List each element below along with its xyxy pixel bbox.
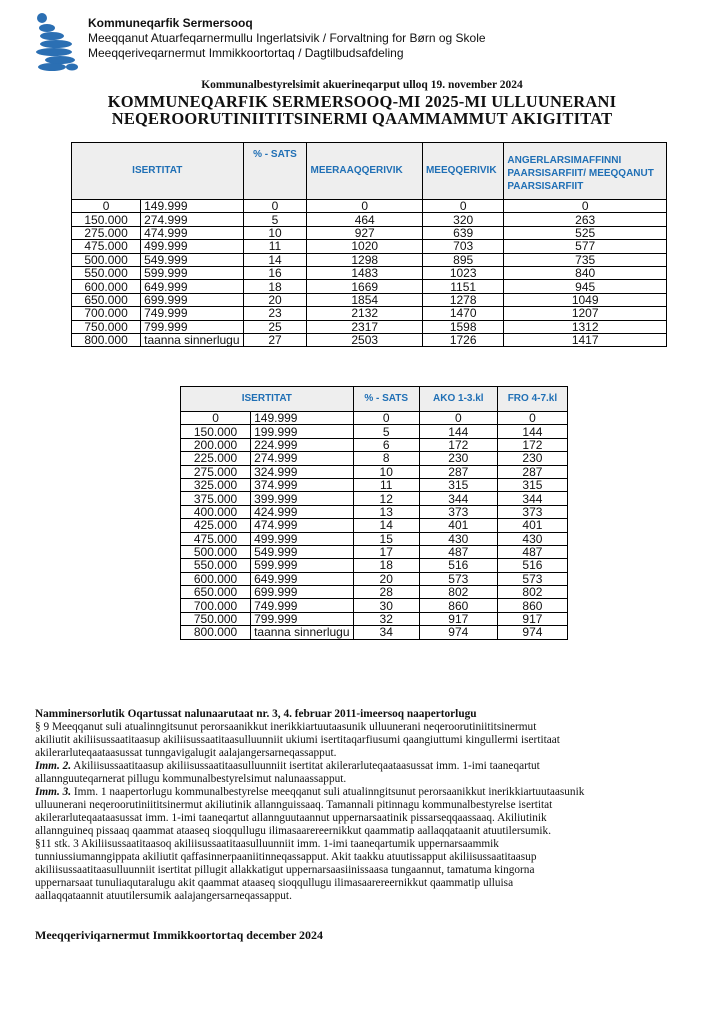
table-row	[72, 307, 667, 320]
table-cell: 2503	[307, 333, 422, 346]
table-cell: 430	[497, 532, 567, 545]
kommuneqarfik-sermersooq-logo-icon	[32, 12, 82, 72]
table-cell: 802	[497, 586, 567, 599]
table-cell: 14	[243, 253, 307, 266]
table-cell: 373	[497, 505, 567, 518]
table-cell: 425.000	[181, 519, 251, 532]
table-cell: 344	[419, 492, 497, 505]
table-row	[181, 438, 568, 451]
table-cell: 550.000	[181, 559, 251, 572]
table-cell: 5	[243, 213, 307, 226]
table-cell: 0	[504, 200, 667, 213]
table-cell: 149.999	[251, 412, 354, 425]
legal-paragraph: §11 stk. 3 Akiliisussaatitaasoq akiliisussaatitaasulluunniit imm. 1-imi taaneqartumik uppernarsaammik tunniussiumanngippata akiliutit qaffasinnerpaaniitinneqassapput. Akit taakku atuutissapput akiliisussaatitaasup akiliisussaatitaasulluunniit isertitat pillugit allakkatigut uppernarsaasiinissaasa tungaannut, tamatuma kingorna uppernarsaat tunuliaqutaralugu akit qaammat ataaseq sioqqullugu ilimasaarereernikkut qaammatip ulluisa aallaqqataannit atuutilersumik aalajangersarneqassapput.	[35, 838, 537, 902]
table-cell: 10	[353, 465, 419, 478]
table-cell: 1669	[307, 280, 422, 293]
table-cell: 573	[419, 572, 497, 585]
table-cell: 1483	[307, 266, 422, 279]
table-cell: 13	[353, 505, 419, 518]
table-cell: 172	[497, 438, 567, 451]
table-cell: 287	[419, 465, 497, 478]
table-cell: 27	[243, 333, 307, 346]
table-cell: 500.000	[72, 253, 141, 266]
table-cell: 25	[243, 320, 307, 333]
table-cell: 275.000	[72, 226, 141, 239]
table-cell: 750.000	[181, 612, 251, 625]
table-cell: 224.999	[251, 438, 354, 451]
table-cell: 16	[243, 266, 307, 279]
table-cell: 974	[419, 626, 497, 639]
table-cell: 5	[353, 425, 419, 438]
table-cell: 315	[419, 478, 497, 491]
table-cell: 516	[419, 559, 497, 572]
table-cell: 230	[419, 452, 497, 465]
income-header: ISERTITAT	[72, 143, 244, 200]
table-cell: 549.999	[251, 545, 354, 558]
table-cell: 0	[353, 412, 419, 425]
table-cell: 917	[419, 612, 497, 625]
fro-header: FRO 4-7.kl	[497, 387, 567, 412]
table-cell: 1049	[504, 293, 667, 306]
table-cell: 1470	[422, 307, 503, 320]
table-cell: 700.000	[72, 307, 141, 320]
table-header-row	[72, 143, 667, 200]
table-row	[72, 320, 667, 333]
table-cell: 1298	[307, 253, 422, 266]
table-cell: 599.999	[141, 266, 243, 279]
table-cell: 800.000	[72, 333, 141, 346]
childminder-header: ANGERLARSIMAFFINNI PAARSISARFIIT/ MEEQQANUT PAARSISARFIIT	[504, 143, 667, 200]
table-cell: 28	[353, 586, 419, 599]
table-cell: 11	[243, 240, 307, 253]
table-cell: 325.000	[181, 478, 251, 491]
table-cell: 600.000	[72, 280, 141, 293]
table-cell: 699.999	[251, 586, 354, 599]
table-cell: 230	[497, 452, 567, 465]
table-row	[72, 266, 667, 279]
table-cell: 149.999	[141, 200, 243, 213]
table-cell: 10	[243, 226, 307, 239]
table-cell: 20	[243, 293, 307, 306]
legal-paragraph: § 9 Meeqqanut suli atualinngitsunut perorsaanikkut inerikkiartuutaasunik ulluunerani neqeroorutiniititsinermut akiliutit akiliisussaatitaasup akiliisussaatitaasulluunniit ukiumi isertitaqarfiusumi qaangiuttumi kingullermi isertitaat akilerarluteqaataasussat tunngavigalugit aalajangersarneqassapput.	[35, 721, 560, 759]
table-cell: 199.999	[251, 425, 354, 438]
rate-header: % - SATS	[353, 387, 419, 412]
table-row	[181, 412, 568, 425]
department-line-1: Meeqqanut Atuarfeqarnermullu Ingerlatsivik / Forvaltning for Børn og Skole	[88, 31, 486, 45]
table-cell: 14	[353, 519, 419, 532]
table-cell: 0	[72, 200, 141, 213]
table-cell: 1726	[422, 333, 503, 346]
table-cell: 18	[243, 280, 307, 293]
legal-text	[35, 708, 695, 903]
table-cell: 8	[353, 452, 419, 465]
table-cell: 1312	[504, 320, 667, 333]
table-row	[181, 559, 568, 572]
table-cell: 703	[422, 240, 503, 253]
table-cell: 499.999	[251, 532, 354, 545]
table-cell: 573	[497, 572, 567, 585]
table-row	[181, 599, 568, 612]
table-cell: 401	[497, 519, 567, 532]
table-cell: 399.999	[251, 492, 354, 505]
table-cell: 895	[422, 253, 503, 266]
table-cell: 0	[307, 200, 422, 213]
organization-name: Kommuneqarfik Sermersooq	[88, 16, 253, 30]
table-row	[181, 612, 568, 625]
table-cell: 750.000	[72, 320, 141, 333]
table-cell: 700.000	[181, 599, 251, 612]
table-cell: 263	[504, 213, 667, 226]
table-cell: 599.999	[251, 559, 354, 572]
table-cell: 287	[497, 465, 567, 478]
table-cell: 1854	[307, 293, 422, 306]
table-cell: 30	[353, 599, 419, 612]
table-cell: 344	[497, 492, 567, 505]
table-cell: 799.999	[251, 612, 354, 625]
organization-info	[88, 16, 486, 61]
table-header-row	[181, 387, 568, 412]
table-cell: 1598	[422, 320, 503, 333]
table-cell: 2317	[307, 320, 422, 333]
table-row	[72, 213, 667, 226]
table-row	[72, 293, 667, 306]
table-cell: 275.000	[181, 465, 251, 478]
table-cell: 34	[353, 626, 419, 639]
table-cell: 144	[419, 425, 497, 438]
table-cell: 12	[353, 492, 419, 505]
table-cell: 144	[497, 425, 567, 438]
table-cell: 15	[353, 532, 419, 545]
table-cell: 1023	[422, 266, 503, 279]
table-cell: 802	[419, 586, 497, 599]
table-row	[181, 465, 568, 478]
table-cell: 699.999	[141, 293, 243, 306]
table-cell: 474.999	[141, 226, 243, 239]
table-row	[181, 425, 568, 438]
table-row	[181, 519, 568, 532]
table-cell: 18	[353, 559, 419, 572]
table-cell: 200.000	[181, 438, 251, 451]
table-cell: 577	[504, 240, 667, 253]
table-cell: 150.000	[72, 213, 141, 226]
table-cell: 927	[307, 226, 422, 239]
table-cell: 600.000	[181, 572, 251, 585]
table-cell: 487	[419, 545, 497, 558]
table-cell: 274.999	[251, 452, 354, 465]
table-cell: 945	[504, 280, 667, 293]
table-row	[181, 505, 568, 518]
table-cell: 516	[497, 559, 567, 572]
table-cell: 1207	[504, 307, 667, 320]
table-cell: 464	[307, 213, 422, 226]
table-row	[181, 478, 568, 491]
table-cell: 650.000	[72, 293, 141, 306]
table-cell: 1151	[422, 280, 503, 293]
table-cell: 500.000	[181, 545, 251, 558]
table-cell: 649.999	[141, 280, 243, 293]
table-cell: 324.999	[251, 465, 354, 478]
letterhead	[32, 12, 692, 72]
table-cell: 6	[353, 438, 419, 451]
legal-paragraph: Imm. 3. Imm. 1 naapertorlugu kommunalbestyrelse meeqqanut suli atualinngitsunut perorsaanikkut inerikkiartuutaasunik ulluunerani neqeroorutiniititsinermut akiliutinik allannguissaaq. Tamannali pitinnagu kommunalbestyrelse isertitat akilerarluteqaataasussat imm. 1-imi taaneqartut allannguutaannut uppernarsaatinik pissarseqqaassaaq. Akiliutinik allannguineq pissaaq qaammat ataaseq sioqqullugu ilimasaarereernikkut qaammatip aallaqqataanit atuutilersumik.	[35, 786, 585, 837]
table-cell: 800.000	[181, 626, 251, 639]
daycare-rates-table	[71, 142, 667, 347]
table-cell: 549.999	[141, 253, 243, 266]
document-title-line-1: KOMMUNEQARFIK SERMERSOOQ-MI 2025-MI ULLUUNERANI	[107, 92, 617, 111]
kindergarten-header: MEEQQERIVIK	[422, 143, 503, 200]
legal-paragraph: Imm. 2. Akiliisussaatitaasup akiliisussaatitaasulluunniit isertitat akilerarluteqaataasussat imm. 1-imi taaneqartut allannguuteqarnerat pillugu kommunalbestyrelsimut nalunaassapput.	[35, 760, 540, 785]
document-title-line-2: NEQEROORUTINIITITSINERMI QAAMMAMMUT AKIGITITAT	[111, 109, 613, 128]
table-cell: 0	[422, 200, 503, 213]
department-line-2: Meeqqeriveqarnermut Immikkoortortaq / Dagtilbudsafdeling	[88, 46, 404, 60]
table-cell: 0	[419, 412, 497, 425]
table-cell: 917	[497, 612, 567, 625]
table-row	[72, 200, 667, 213]
table-cell: 172	[419, 438, 497, 451]
table-cell: 373	[419, 505, 497, 518]
table-cell: 2132	[307, 307, 422, 320]
table-row	[181, 492, 568, 505]
rate-header: % - SATS	[243, 143, 307, 200]
table-cell: 0	[243, 200, 307, 213]
table-cell: 649.999	[251, 572, 354, 585]
table-cell: 474.999	[251, 519, 354, 532]
table-row	[181, 626, 568, 639]
table-cell: 1020	[307, 240, 422, 253]
table-cell: 375.000	[181, 492, 251, 505]
table-cell: 487	[497, 545, 567, 558]
table-cell: 374.999	[251, 478, 354, 491]
table-cell: 860	[497, 599, 567, 612]
table-row	[181, 586, 568, 599]
table-cell: 0	[497, 412, 567, 425]
table-cell: 499.999	[141, 240, 243, 253]
table-cell: 749.999	[251, 599, 354, 612]
table-cell: 1417	[504, 333, 667, 346]
table-cell: 475.000	[72, 240, 141, 253]
table-cell: 320	[422, 213, 503, 226]
table-cell: 20	[353, 572, 419, 585]
table-cell: 23	[243, 307, 307, 320]
table-cell: 860	[419, 599, 497, 612]
table-cell: taanna sinnerlugu	[141, 333, 243, 346]
table-cell: taanna sinnerlugu	[251, 626, 354, 639]
table-row	[181, 545, 568, 558]
table-cell: 650.000	[181, 586, 251, 599]
table-cell: 840	[504, 266, 667, 279]
after-school-rates-table	[180, 386, 568, 640]
footer-signature: Meeqqeriviqarnermut Immikkoortortaq december 2024	[35, 928, 324, 942]
table-row	[72, 333, 667, 346]
table-cell: 749.999	[141, 307, 243, 320]
table-cell: 639	[422, 226, 503, 239]
table-cell: 424.999	[251, 505, 354, 518]
table-cell: 150.000	[181, 425, 251, 438]
table-cell: 17	[353, 545, 419, 558]
table-cell: 401	[419, 519, 497, 532]
table-cell: 225.000	[181, 452, 251, 465]
table-row	[72, 226, 667, 239]
ako-header: AKO 1-3.kl	[419, 387, 497, 412]
income-header: ISERTITAT	[181, 387, 354, 412]
table-cell: 799.999	[141, 320, 243, 333]
approval-subtitle: Kommunalbestyrelsimit akuerineqarput ulloq 19. november 2024	[201, 79, 523, 91]
legal-heading: Namminersorlutik Oqartussat nalunaarutaat nr. 3, 4. februar 2011-imeersoq naapertorlugu	[35, 708, 477, 720]
table-cell: 274.999	[141, 213, 243, 226]
table-cell: 550.000	[72, 266, 141, 279]
table-cell: 400.000	[181, 505, 251, 518]
table-cell: 11	[353, 478, 419, 491]
table-cell: 974	[497, 626, 567, 639]
table-cell: 315	[497, 478, 567, 491]
table-cell: 525	[504, 226, 667, 239]
table-row	[181, 532, 568, 545]
table-row	[72, 240, 667, 253]
table-cell: 0	[181, 412, 251, 425]
table-cell: 475.000	[181, 532, 251, 545]
table-row	[181, 572, 568, 585]
table-row	[181, 452, 568, 465]
table-cell: 32	[353, 612, 419, 625]
table-cell: 1278	[422, 293, 503, 306]
table-row	[72, 280, 667, 293]
nursery-header: MEERAAQQERIVIK	[307, 143, 422, 200]
table-cell: 735	[504, 253, 667, 266]
table-cell: 430	[419, 532, 497, 545]
table-row	[72, 253, 667, 266]
